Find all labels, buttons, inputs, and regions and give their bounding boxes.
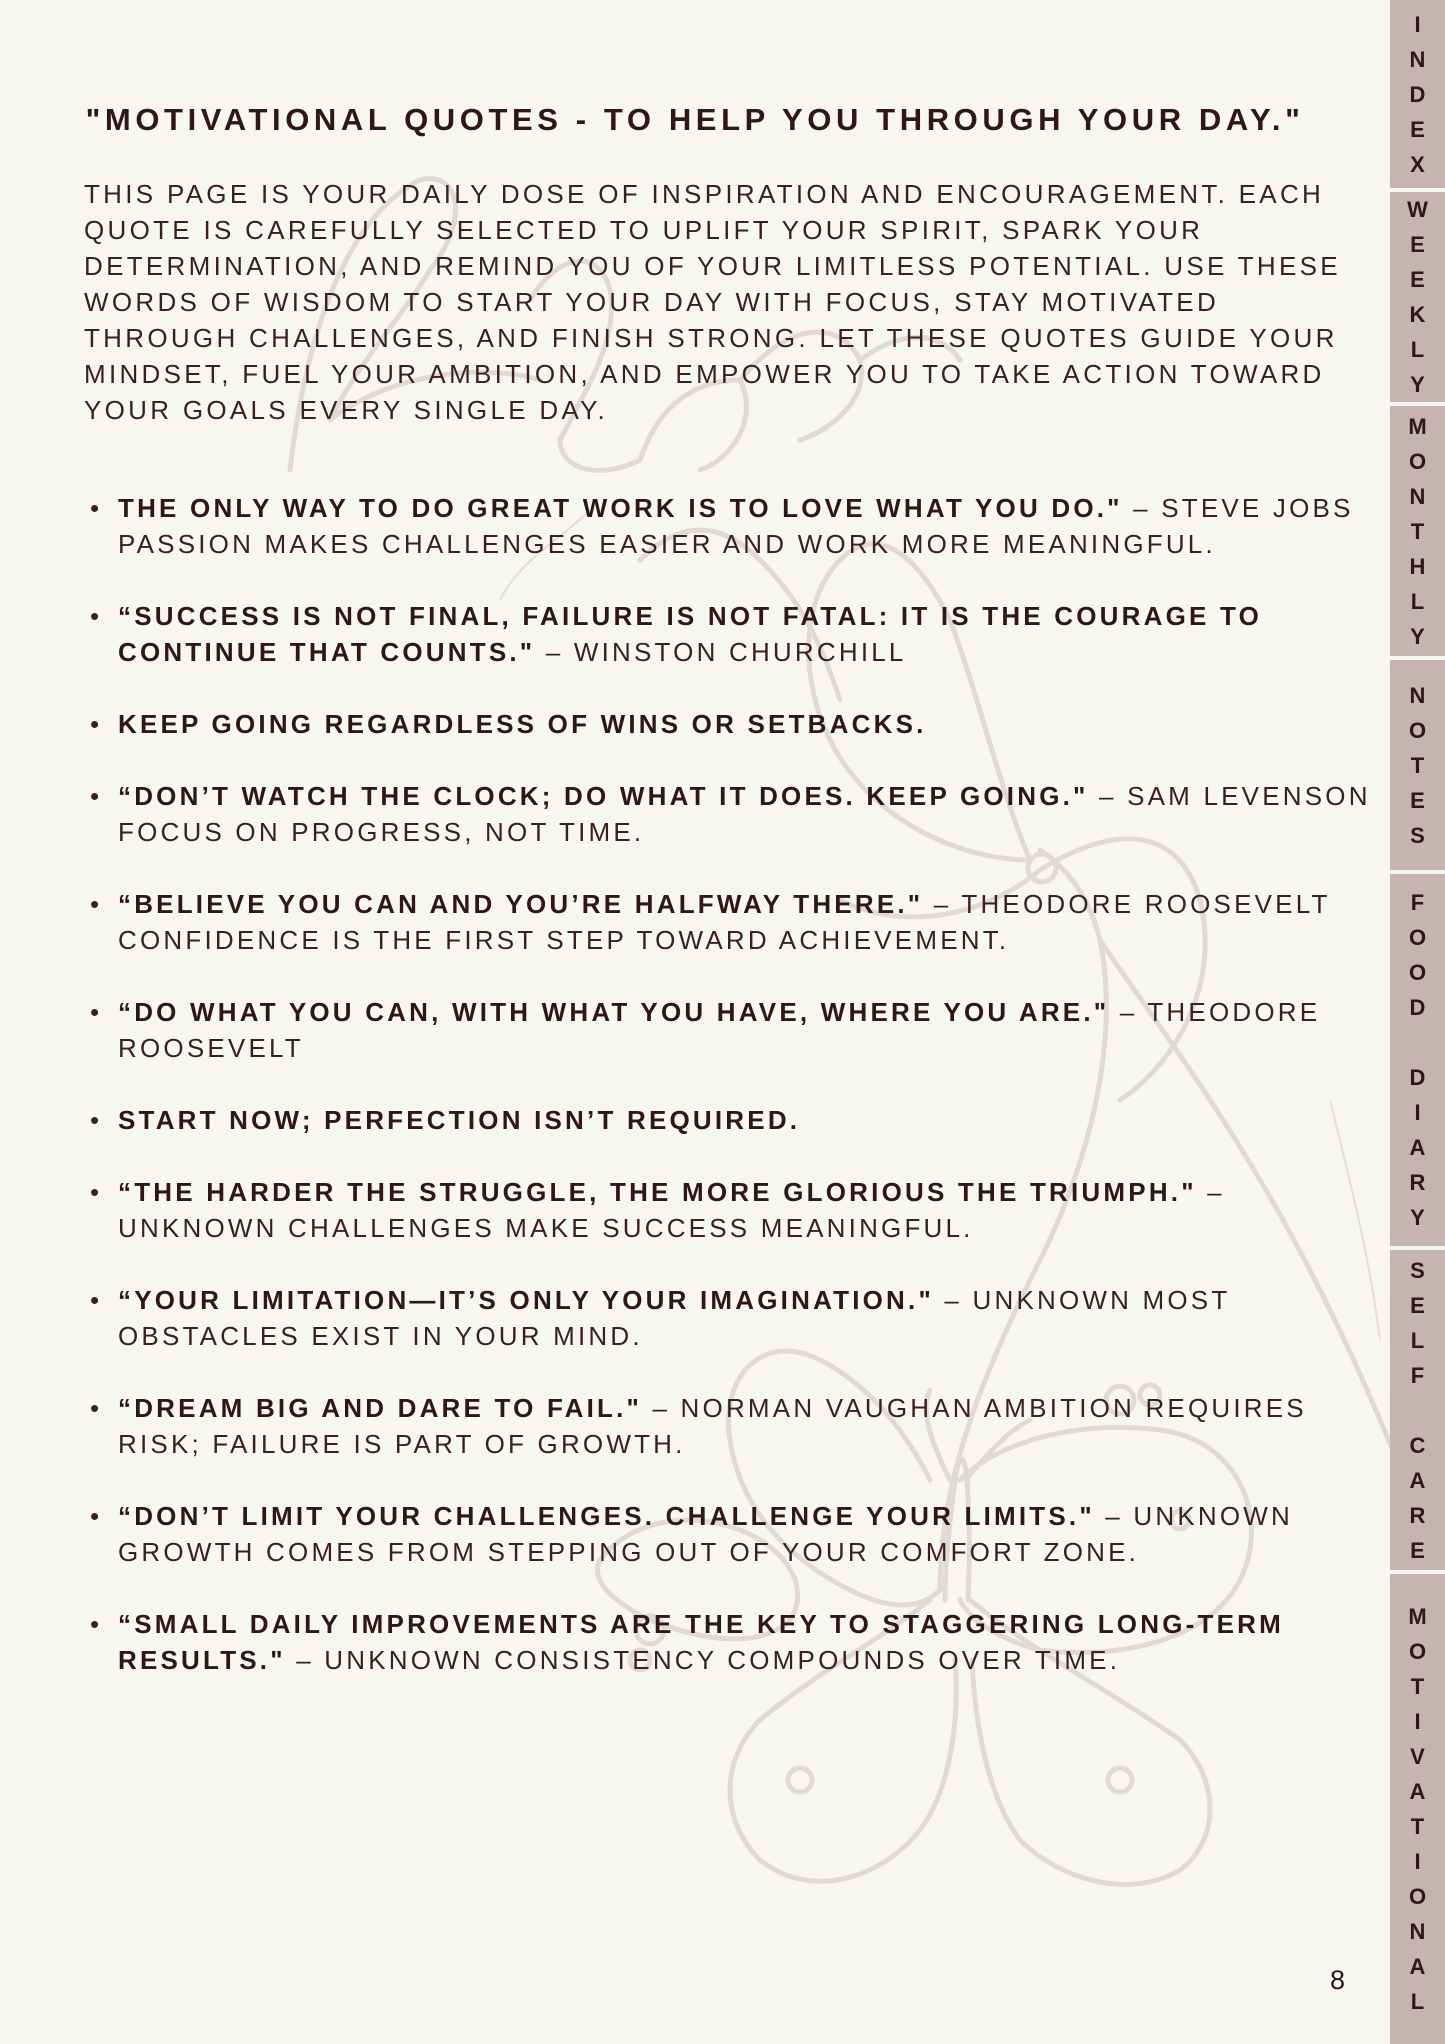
tab-letter: E <box>1410 267 1425 292</box>
quote-text: “THE HARDER THE STRUGGLE, THE MORE GLORIOUS THE TRIUMPH." <box>118 1177 1197 1207</box>
quote-item <box>84 490 1374 562</box>
tab-letter: S <box>1410 1257 1425 1283</box>
tab-motivational[interactable] <box>1390 1574 1445 2044</box>
tab-letter: A <box>1409 1135 1426 1160</box>
quote-attribution: – WINSTON CHURCHILL <box>535 637 907 667</box>
tab-letter: O <box>1408 1639 1427 1664</box>
quote-text: KEEP GOING REGARDLESS OF WINS OR SETBACKS. <box>118 709 927 739</box>
tab-letter: T <box>1410 518 1425 544</box>
quote-item <box>84 1102 1374 1138</box>
tab-letter: O <box>1408 717 1427 743</box>
tab-letter: V <box>1410 1744 1425 1769</box>
tab-letter: E <box>1410 1292 1425 1318</box>
tab-weekly[interactable] <box>1390 192 1445 402</box>
section-tabs <box>1390 0 1445 2044</box>
tab-letter: K <box>1409 302 1426 327</box>
page-title: "MOTIVATIONAL QUOTES - TO HELP YOU THROUGH YOUR DAY." <box>85 102 1305 137</box>
tab-letter: M <box>1408 413 1427 439</box>
tab-letter: I <box>1414 1709 1421 1734</box>
tab-letter: L <box>1410 1327 1425 1353</box>
intro-paragraph: THIS PAGE IS YOUR DAILY DOSE OF INSPIRATION AND ENCOURAGEMENT. EACH QUOTE IS CAREFULLY SELECTED TO UPLIFT YOUR SPIRIT, SPARK YOUR DETERMINATION, AND REMIND YOU OF YOUR LIMITLESS POTENTIAL. USE THESE WORDS OF WISDOM TO START YOUR DAY WITH FOCUS, STAY MOTIVATED THROUGH CHALLENGES, AND FINISH STRONG. LET THESE QUOTES GUIDE YOUR MINDSET, FUEL YOUR AMBITION, AND EMPOWER YOU TO TAKE ACTION TOWARD YOUR GOALS EVERY SINGLE DAY. <box>84 179 1341 425</box>
tab-letter: W <box>1407 197 1428 222</box>
tab-letter: Y <box>1410 623 1425 649</box>
tab-letter: A <box>1409 1954 1426 1979</box>
tab-letter: N <box>1409 46 1426 72</box>
quote-item <box>84 778 1374 850</box>
tab-letter: F <box>1410 890 1425 915</box>
tab-letter: L <box>1410 588 1425 614</box>
quote-text: “YOUR LIMITATION—IT’S ONLY YOUR IMAGINATION." <box>118 1285 934 1315</box>
tab-letter: F <box>1410 1362 1425 1388</box>
tab-letter: T <box>1410 1674 1425 1699</box>
quote-item <box>84 994 1374 1066</box>
tab-letter: I <box>1414 1100 1421 1125</box>
quote-text: “DO WHAT YOU CAN, WITH WHAT YOU HAVE, WHERE YOU ARE." <box>118 997 1110 1027</box>
quote-text: “DON’T LIMIT YOUR CHALLENGES. CHALLENGE YOUR LIMITS." <box>118 1501 1095 1531</box>
tab-letter: X <box>1410 151 1425 177</box>
tab-letter <box>1414 1025 1420 1060</box>
tab-letter: R <box>1409 1502 1426 1528</box>
tab-letter: H <box>1409 553 1426 579</box>
quote-attribution: – UNKNOWN MOST OBSTACLES EXIST IN YOUR MIND. <box>118 1285 1230 1351</box>
quote-attribution: – THEODORE ROOSEVELT <box>118 997 1321 1063</box>
bullet-icon: • <box>90 781 103 811</box>
tab-letter: A <box>1409 1779 1426 1804</box>
quote-item <box>84 1174 1374 1246</box>
tab-letter: N <box>1409 483 1426 509</box>
bullet-icon: • <box>90 1393 103 1423</box>
bullet-icon: • <box>90 1177 103 1207</box>
bullet-icon: • <box>90 601 103 631</box>
bullet-icon: • <box>90 889 103 919</box>
tab-letter: T <box>1410 752 1425 778</box>
quote-text: “SUCCESS IS NOT FINAL, FAILURE IS NOT FATAL: IT IS THE COURAGE TO CONTINUE THAT COUNTS." <box>118 601 1263 667</box>
quote-attribution: – THEODORE ROOSEVELT CONFIDENCE IS THE FIRST STEP TOWARD ACHIEVEMENT. <box>118 889 1331 955</box>
bullet-icon: • <box>90 709 103 739</box>
tab-letter: E <box>1410 787 1425 813</box>
tab-letter: R <box>1409 1170 1426 1195</box>
tab-letter: L <box>1410 1989 1425 2014</box>
tab-letter: C <box>1409 1432 1426 1458</box>
quote-text: “BELIEVE YOU CAN AND YOU’RE HALFWAY THERE." <box>118 889 924 919</box>
tab-letter: M <box>1408 1604 1427 1629</box>
tab-self-care[interactable] <box>1390 1250 1445 1570</box>
quote-item <box>84 886 1374 958</box>
tab-letter: O <box>1408 448 1427 474</box>
bullet-icon: • <box>90 493 103 523</box>
quote-text: “DREAM BIG AND DARE TO FAIL." <box>118 1393 643 1423</box>
quote-text: THE ONLY WAY TO DO GREAT WORK IS TO LOVE WHAT YOU DO." <box>118 493 1123 523</box>
tab-letter: S <box>1410 822 1425 848</box>
bullet-icon: • <box>90 1501 103 1531</box>
bullet-icon: • <box>90 1285 103 1315</box>
tab-letter: D <box>1409 1065 1426 1090</box>
tab-letter: E <box>1410 232 1425 257</box>
tab-letter: L <box>1410 337 1425 362</box>
tab-letter: Y <box>1410 1205 1425 1230</box>
page-number: 8 <box>1330 1965 1346 1995</box>
tab-letter: T <box>1410 1814 1425 1839</box>
tab-index[interactable] <box>1390 0 1445 188</box>
tab-letter <box>1414 1393 1420 1428</box>
quote-attribution: – NORMAN VAUGHAN AMBITION REQUIRES RISK; FAILURE IS PART OF GROWTH. <box>118 1393 1307 1459</box>
tab-letter: D <box>1409 81 1426 107</box>
quote-item <box>84 1282 1374 1354</box>
quote-attribution: – STEVE JOBS PASSION MAKES CHALLENGES EASIER AND WORK MORE MEANINGFUL. <box>118 493 1354 559</box>
quote-attribution: – UNKNOWN CONSISTENCY COMPOUNDS OVER TIME. <box>285 1645 1121 1675</box>
tab-monthly[interactable] <box>1390 406 1445 656</box>
tab-letter: O <box>1408 960 1427 985</box>
quote-item <box>84 1498 1374 1570</box>
quote-item <box>84 1390 1374 1462</box>
bullet-icon: • <box>90 1609 103 1639</box>
bullet-icon: • <box>90 1105 103 1135</box>
tab-letter: O <box>1408 1884 1427 1909</box>
tab-letter: O <box>1408 925 1427 950</box>
quote-attribution: – UNKNOWN GROWTH COMES FROM STEPPING OUT OF YOUR COMFORT ZONE. <box>118 1501 1293 1567</box>
tab-notes[interactable] <box>1390 660 1445 870</box>
tab-letter: E <box>1410 116 1425 142</box>
bullet-icon: • <box>90 997 103 1027</box>
quote-text: “DON’T WATCH THE CLOCK; DO WHAT IT DOES. KEEP GOING." <box>118 781 1089 811</box>
tab-letter: N <box>1409 1919 1426 1944</box>
tab-letter: D <box>1409 995 1426 1020</box>
quote-attribution: – SAM LEVENSON FOCUS ON PROGRESS, NOT TIME. <box>118 781 1371 847</box>
quote-text: START NOW; PERFECTION ISN’T REQUIRED. <box>118 1105 801 1135</box>
tab-letter: N <box>1409 682 1426 708</box>
tab-letter: A <box>1409 1467 1426 1493</box>
quote-item <box>84 598 1374 670</box>
tab-letter: Y <box>1410 372 1425 397</box>
quote-text: “SMALL DAILY IMPROVEMENTS ARE THE KEY TO STAGGERING LONG-TERM RESULTS." <box>118 1609 1284 1675</box>
quote-list <box>84 490 1374 1714</box>
quote-item <box>84 706 1374 742</box>
tab-food-diary[interactable] <box>1390 874 1445 1246</box>
quote-attribution: – UNKNOWN CHALLENGES MAKE SUCCESS MEANINGFUL. <box>118 1177 1225 1243</box>
tab-letter: I <box>1414 11 1421 37</box>
tab-letter: E <box>1410 1537 1425 1563</box>
quote-item <box>84 1606 1374 1678</box>
tab-letter: I <box>1414 1849 1421 1874</box>
